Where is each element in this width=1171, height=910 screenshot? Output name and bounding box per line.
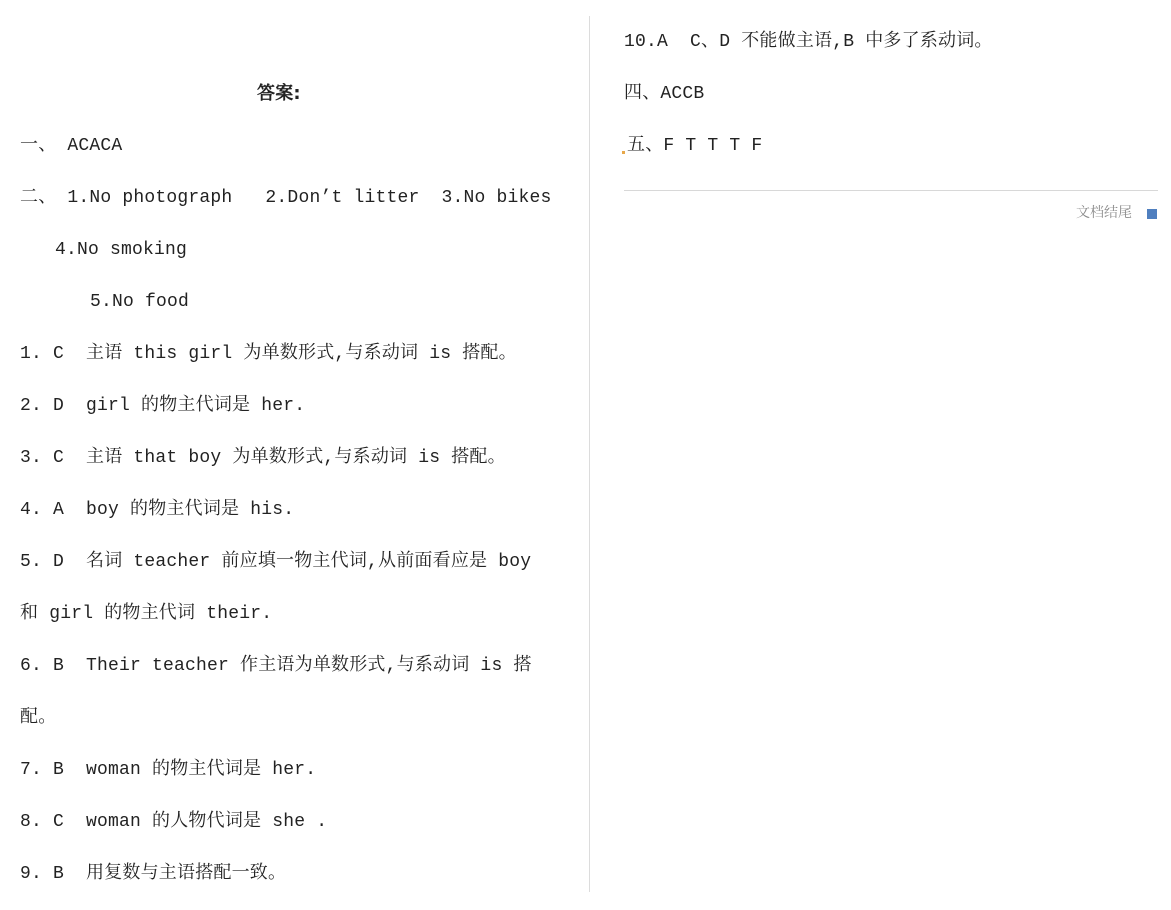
answer-line-2: 2. D girl 的物主代词是 her. (20, 396, 306, 416)
column-divider (589, 16, 590, 892)
section-4-answers: 四、ACCB (624, 84, 705, 104)
section-5-answers: 五、F T T T F (627, 136, 763, 156)
answer-line-9: 9. B 用复数与主语搭配一致。 (20, 864, 287, 884)
answer-line-1: 1. C 主语 this girl 为单数形式,与系动词 is 搭配。 (20, 344, 517, 364)
section-2-answer-5: 5.No food (90, 292, 190, 312)
answer-line-8: 8. C woman 的人物代词是 she . (20, 812, 328, 832)
answer-line-10: 10.A C、D 不能做主语,B 中多了系动词。 (624, 32, 993, 52)
section-1-answers: 一、 ACACA (20, 136, 123, 156)
answer-line-7: 7. B woman 的物主代词是 her. (20, 760, 317, 780)
answers-title: 答案: (257, 83, 301, 104)
answer-line-5-cont: 和 girl 的物主代词 their. (20, 604, 273, 624)
document-end-rule (624, 190, 1158, 191)
answer-line-5: 5. D 名词 teacher 前应填一物主代词,从前面看应是 boy (20, 552, 532, 572)
answer-line-4: 4. A boy 的物主代词是 his. (20, 500, 295, 520)
answer-line-3: 3. C 主语 that boy 为单数形式,与系动词 is 搭配。 (20, 448, 506, 468)
answer-line-6: 6. B Their teacher 作主语为单数形式,与系动词 is 搭 (20, 656, 532, 676)
document-end-label: 文档结尾 (1076, 205, 1132, 221)
document-end-marker-icon (1147, 209, 1157, 219)
answer-line-6-cont: 配。 (20, 708, 57, 728)
text-cursor-marker (622, 151, 625, 154)
section-2-answer-4: 4.No smoking (55, 240, 188, 260)
section-2-answers: 二、 1.No photograph 2.Don’t litter 3.No bikes (20, 188, 552, 208)
